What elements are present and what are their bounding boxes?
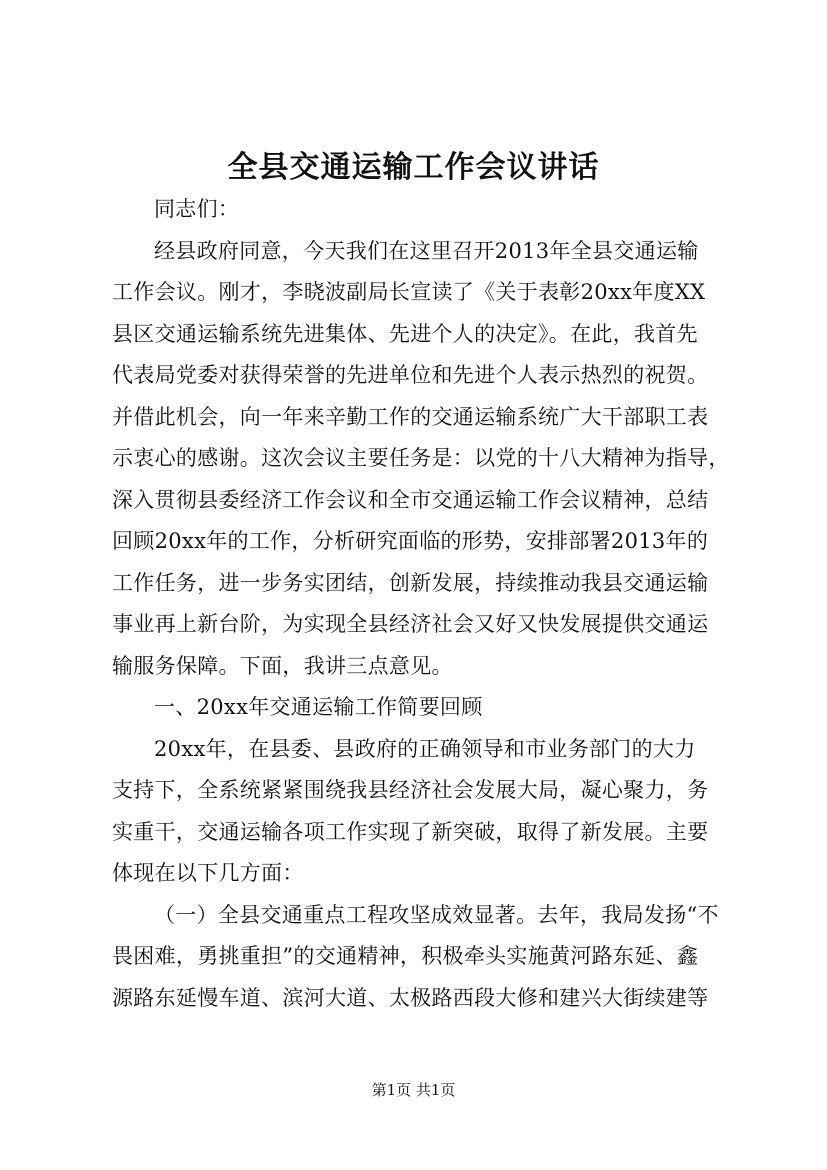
body-line: 支持下，全系统紧紧围绕我县经济社会发展大局，凝心聚力，务: [112, 778, 709, 802]
subsection-line: （一）全县交通重点工程攻坚成效显著。去年，我局发扬“不: [154, 903, 719, 927]
body-line: 示衷心的感谢。这次会议主要任务是：以党的十八大精神为指导，: [112, 446, 730, 470]
body-line: 事业再上新台阶，为实现全县经济社会又好又快发展提供交通运: [112, 612, 709, 636]
body-line: 源路东延慢车道、滨河大道、太极路西段大修和建兴大街续建等: [112, 986, 709, 1010]
body-line: 并借此机会，向一年来辛勤工作的交通运输系统广大干部职工表: [112, 405, 709, 429]
body-line: 20xx年，在县委、县政府的正确领导和市业务部门的大力: [154, 737, 696, 761]
body-line: 工作会议。刚才，李晓波副局长宣读了《关于表彰20xx年度XX: [112, 280, 706, 304]
body-line: 代表局党委对获得荣誉的先进单位和先进个人表示热烈的祝贺。: [112, 363, 709, 387]
body-line: 县区交通运输系统先进集体、先进个人的决定》。在此，我首先: [112, 322, 698, 346]
body-line: 畏困难，勇挑重担”的交通精神，积极牵头实施黄河路东延、鑫: [112, 944, 699, 968]
section-heading: 一、20xx年交通运输工作简要回顾: [154, 695, 483, 719]
body-line: 体现在以下几方面：: [112, 861, 304, 885]
page-number: 第1页 共1页: [371, 1081, 456, 1099]
body-line: 经县政府同意，今天我们在这里召开2013年全县交通运输: [154, 239, 699, 263]
body-line: 实重干，交通运输各项工作实现了新突破，取得了新发展。主要: [112, 820, 709, 844]
body-line: 输服务保障。下面，我讲三点意见。: [112, 654, 453, 678]
body-line: 同志们：: [154, 197, 240, 221]
document-title: 全县交通运输工作会议讲话: [227, 150, 600, 185]
body-line: 回顾20xx年的工作，分析研究面临的形势，安排部署2013年的: [112, 529, 709, 553]
body-line: 深入贯彻县委经济工作会议和全市交通运输工作会议精神，总结: [112, 488, 709, 512]
body-line: 工作任务，进一步务实团结，创新发展，持续推动我县交通运输: [112, 571, 709, 595]
